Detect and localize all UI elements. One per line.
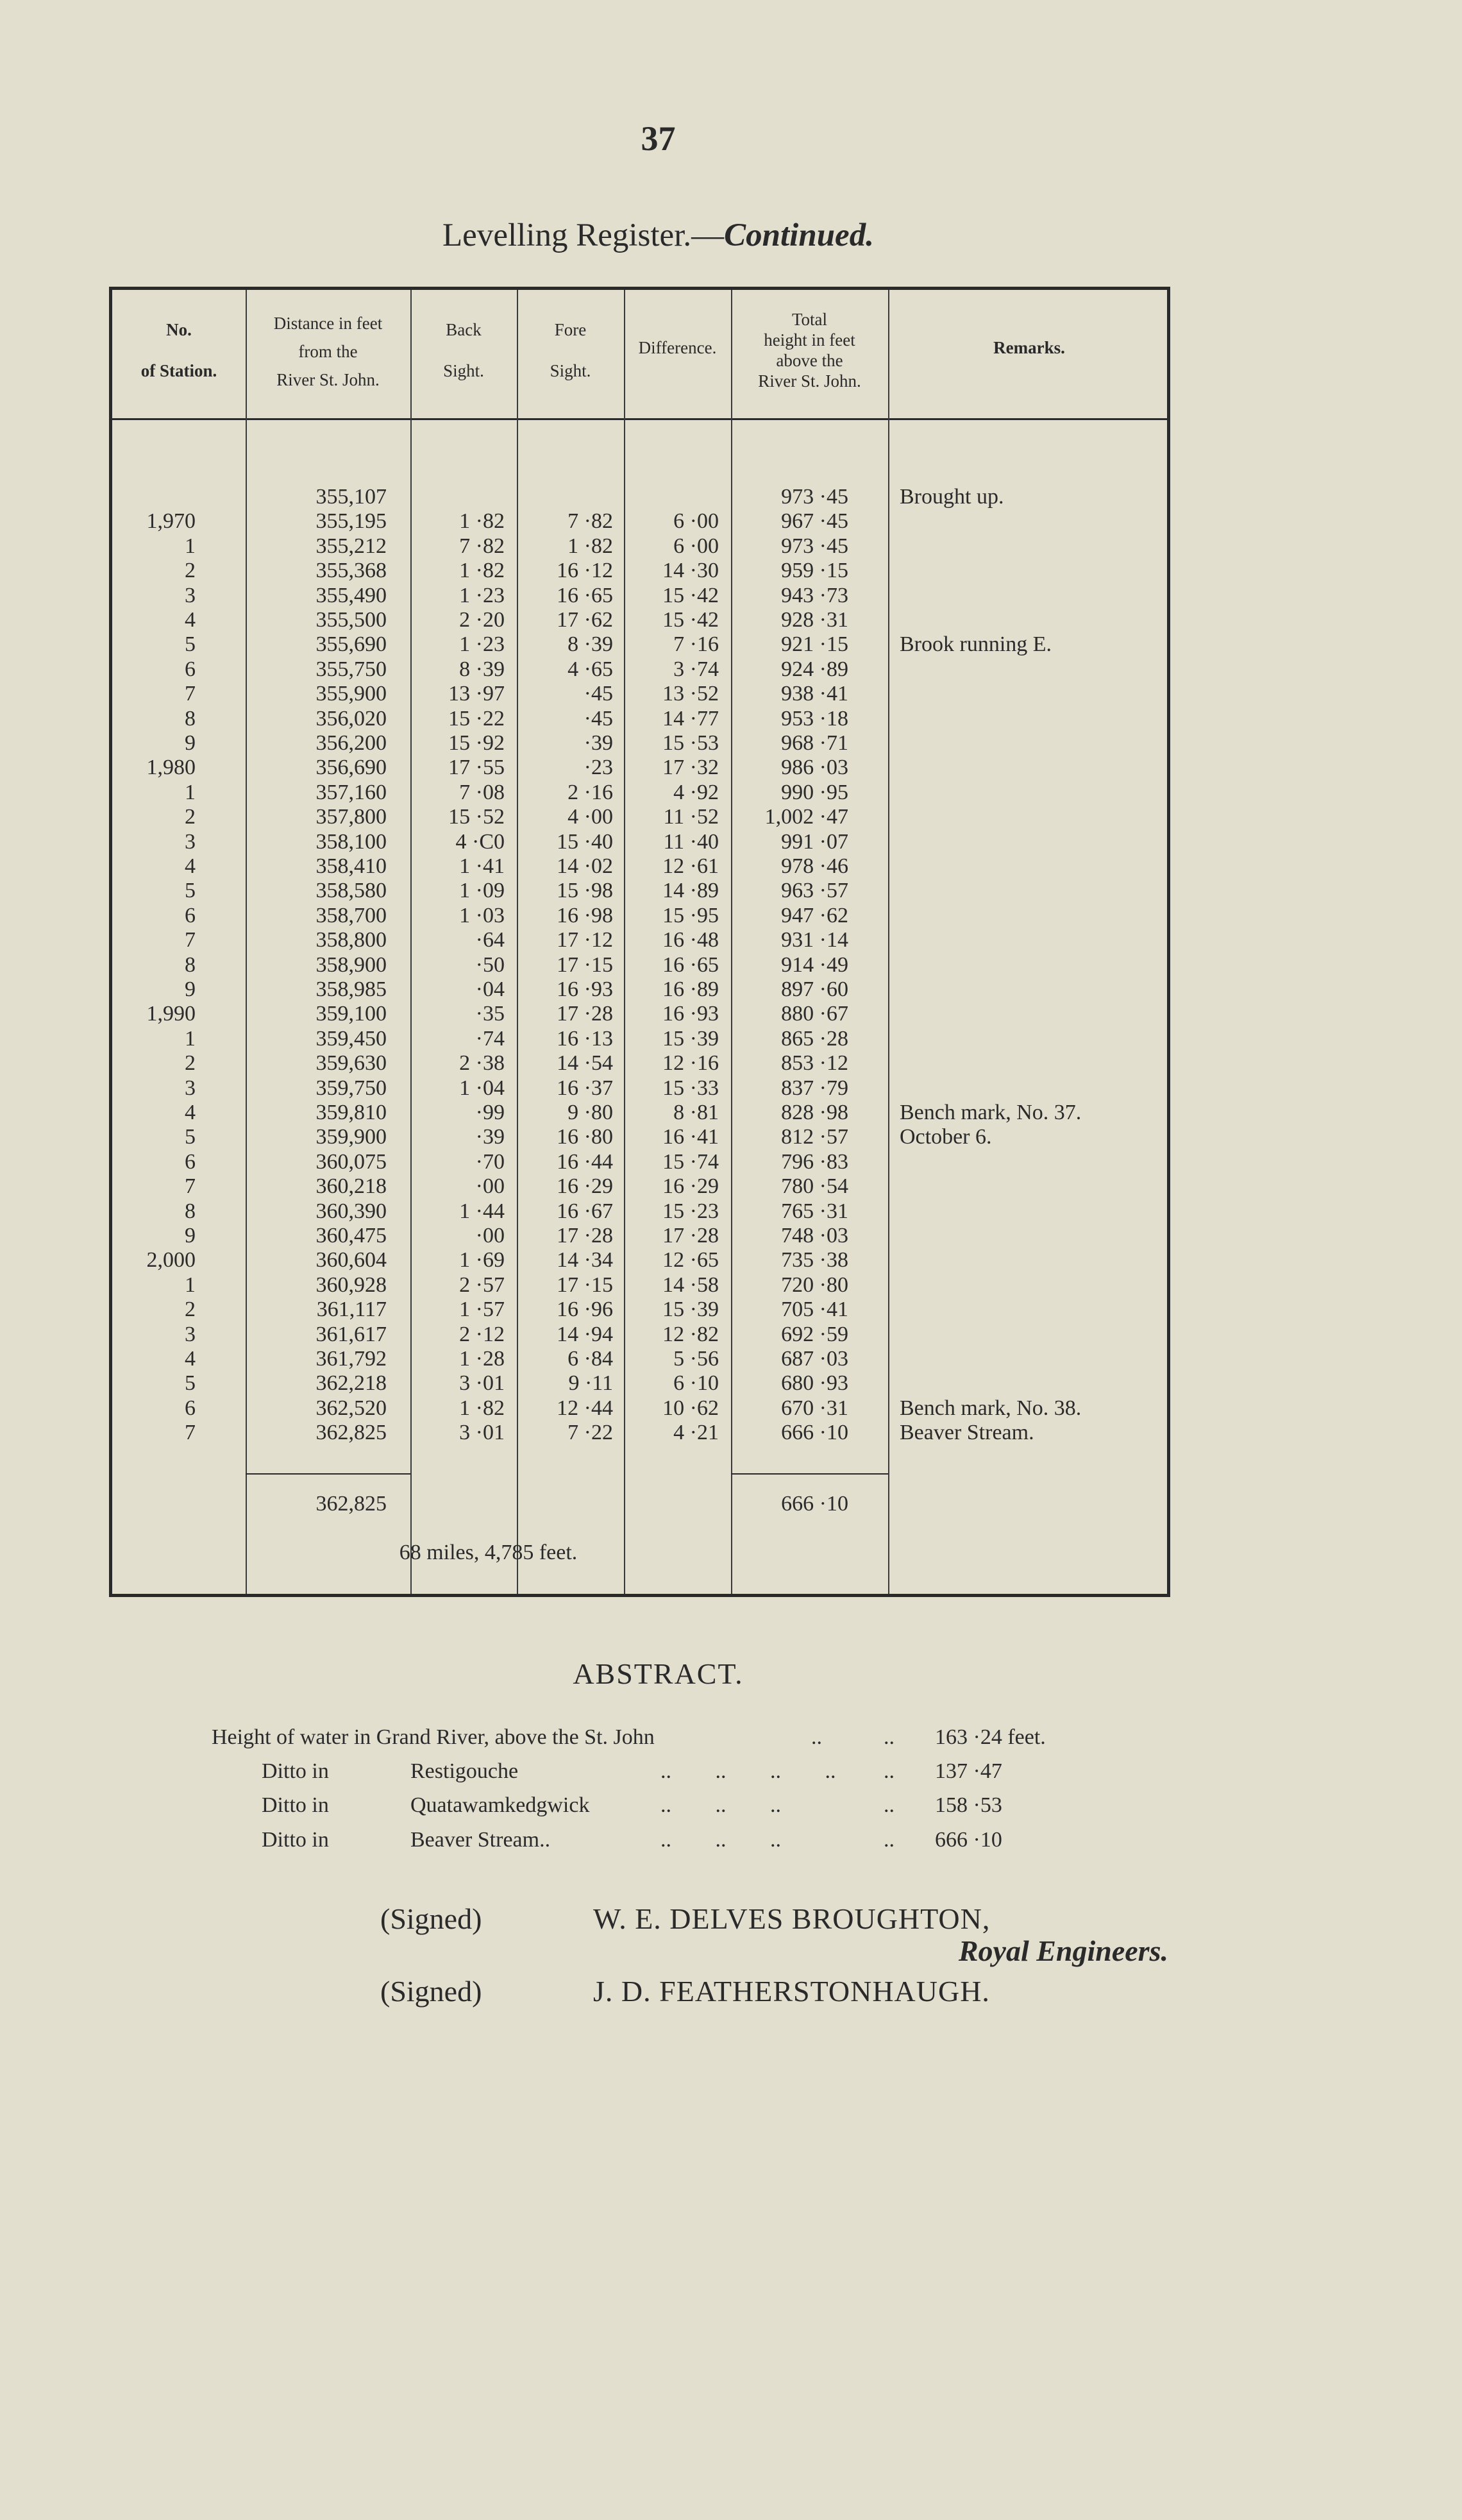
cell-distance: 358,580 — [315, 879, 387, 903]
cell-fore-sight: 16 ·67 — [557, 1199, 613, 1223]
signature-label-2: (Signed) — [380, 1975, 482, 2008]
cell-total-height: 968 ·71 — [781, 731, 848, 755]
cell-total-height: 828 ·98 — [781, 1101, 848, 1124]
cell-difference: 6 ·10 — [673, 1371, 719, 1396]
cell-difference: 8 ·81 — [673, 1101, 719, 1124]
cell-fore-sight: 7 ·82 — [567, 509, 613, 534]
cell-remarks: Brook running E. — [900, 632, 1052, 657]
cell-distance: 358,700 — [315, 903, 387, 927]
cell-difference: 6 ·00 — [673, 534, 719, 558]
cell-total-height: 670 ·31 — [781, 1396, 848, 1420]
cell-back-sight: ·70 — [475, 1149, 505, 1174]
cell-distance: 361,792 — [315, 1347, 387, 1371]
abstract-label: Ditto in — [262, 1759, 329, 1783]
cell-station-no: 6 — [185, 1396, 196, 1420]
cell-difference: 15 ·42 — [662, 608, 719, 632]
cell-difference: 15 ·39 — [662, 1026, 719, 1051]
cell-fore-sight: 16 ·93 — [557, 977, 613, 1001]
cell-fore-sight: 14 ·54 — [557, 1051, 613, 1076]
cell-difference: 15 ·23 — [662, 1199, 719, 1223]
cell-back-sight: 3 ·01 — [459, 1421, 505, 1445]
cell-back-sight: ·04 — [475, 977, 505, 1001]
cell-back-sight: 1 ·57 — [459, 1298, 505, 1322]
cell-fore-sight: ·45 — [584, 706, 613, 731]
abstract-leader: .. — [811, 1725, 822, 1749]
cell-total-height: 914 ·49 — [781, 952, 848, 977]
cell-distance: 357,160 — [315, 780, 387, 804]
cell-fore-sight: 15 ·40 — [557, 829, 613, 854]
cell-difference: 15 ·33 — [662, 1076, 719, 1100]
cell-back-sight: 1 ·44 — [459, 1199, 505, 1223]
abstract-leader-end: .. — [884, 1793, 895, 1817]
cell-station-no: 8 — [185, 952, 196, 977]
cell-distance: 359,100 — [315, 1002, 387, 1026]
header-station: No. of Station. — [140, 320, 217, 380]
cell-station-no: 1 — [185, 1273, 196, 1297]
cell-back-sight: 3 ·01 — [459, 1371, 505, 1396]
cell-station-no: 1,970 — [146, 509, 196, 534]
cell-back-sight: 1 ·23 — [459, 632, 505, 657]
cell-station-no: 1,980 — [146, 756, 196, 780]
cell-distance: 355,490 — [315, 583, 387, 607]
cell-station-no: 2 — [185, 805, 196, 829]
cell-difference: 14 ·30 — [662, 559, 719, 583]
cell-fore-sight: 17 ·15 — [557, 1273, 613, 1297]
cell-difference: 12 ·65 — [662, 1248, 719, 1273]
abstract-leader: .. .. .. — [660, 1793, 781, 1817]
abstract-value: 666 ·10 — [935, 1828, 1002, 1852]
cell-distance: 360,218 — [315, 1174, 387, 1199]
cell-difference: 15 ·39 — [662, 1298, 719, 1322]
header-fore-sight: Fore Sight. — [550, 320, 591, 380]
cell-back-sight: 2 ·57 — [459, 1273, 505, 1297]
cell-difference: 15 ·53 — [662, 731, 719, 755]
cell-fore-sight: 4 ·65 — [567, 657, 613, 681]
cell-fore-sight: 16 ·80 — [557, 1125, 613, 1149]
cell-fore-sight: 9 ·11 — [568, 1371, 613, 1396]
abstract-place: Quatawamkedgwick — [410, 1793, 590, 1817]
cell-station-no: 3 — [185, 583, 196, 607]
cell-back-sight: ·64 — [475, 928, 505, 952]
cell-difference: 4 ·92 — [673, 780, 719, 804]
abstract-label: Ditto in — [262, 1828, 329, 1852]
col-rule-6 — [888, 290, 889, 1594]
cell-total-height: 897 ·60 — [781, 977, 848, 1001]
cell-distance: 361,617 — [315, 1322, 387, 1346]
cell-station-no: 2 — [185, 1051, 196, 1076]
abstract-title: ABSTRACT. — [573, 1657, 744, 1690]
cell-station-no: 6 — [185, 657, 196, 681]
cell-station-no: 5 — [185, 879, 196, 903]
cell-back-sight: ·00 — [475, 1224, 505, 1247]
cell-station-no: 7 — [185, 1421, 196, 1445]
cell-fore-sight: 14 ·02 — [557, 854, 613, 878]
cell-distance: 355,750 — [315, 657, 387, 681]
abstract-value: 137 ·47 — [935, 1759, 1002, 1783]
total-distance-rule — [246, 1473, 410, 1475]
cell-station-no: 1 — [185, 534, 196, 558]
cell-fore-sight: 16 ·96 — [557, 1298, 613, 1322]
cell-total-height: 666 ·10 — [781, 1421, 848, 1445]
cell-distance: 357,800 — [315, 805, 387, 829]
abstract-value: 158 ·53 — [935, 1793, 1002, 1817]
cell-fore-sight: 1 ·82 — [567, 534, 613, 558]
cell-fore-sight: 16 ·37 — [557, 1076, 613, 1100]
cell-station-no: 4 — [185, 854, 196, 878]
title-continued: Continued. — [724, 217, 874, 253]
cell-total-height: 943 ·73 — [781, 583, 848, 607]
cell-fore-sight: 16 ·12 — [557, 559, 613, 583]
cell-distance: 355,900 — [315, 682, 387, 706]
cell-total-height: 880 ·67 — [781, 1002, 848, 1026]
cell-difference: 7 ·16 — [673, 632, 719, 657]
cell-total-height: 748 ·03 — [781, 1224, 848, 1247]
cell-fore-sight: 14 ·34 — [557, 1248, 613, 1273]
cell-distance: 358,800 — [315, 928, 387, 952]
cell-distance: 359,630 — [315, 1051, 387, 1076]
cell-back-sight: 7 ·82 — [459, 534, 505, 558]
cell-distance: 355,368 — [315, 559, 387, 583]
cell-back-sight: 7 ·08 — [459, 780, 505, 804]
cell-total-height: 963 ·57 — [781, 879, 848, 903]
levelling-table — [109, 287, 1170, 1597]
cell-difference: 16 ·89 — [662, 977, 719, 1001]
cell-fore-sight: 15 ·98 — [557, 879, 613, 903]
cell-back-sight: 13 ·97 — [448, 682, 505, 706]
cell-back-sight: 1 ·69 — [459, 1248, 505, 1273]
header-difference: Difference. — [638, 338, 717, 357]
cell-difference: 12 ·82 — [662, 1322, 719, 1346]
cell-station-no: 9 — [185, 1224, 196, 1247]
cell-distance: 360,475 — [315, 1224, 387, 1247]
cell-difference: 11 ·52 — [663, 805, 719, 829]
cell-remarks: Bench mark, No. 38. — [900, 1396, 1082, 1420]
cell-fore-sight: 17 ·28 — [557, 1002, 613, 1026]
cell-difference: 15 ·42 — [662, 583, 719, 607]
abstract-label: Ditto in — [262, 1793, 329, 1817]
cell-difference: 13 ·52 — [662, 682, 719, 706]
header-total-height: Total height in feet above the River St. John. — [758, 310, 861, 391]
signature-name-1: W. E. DELVES BROUGHTON, — [593, 1902, 991, 1935]
cell-total-height: 931 ·14 — [781, 928, 848, 952]
cell-station-no: 3 — [185, 829, 196, 854]
cell-fore-sight: ·45 — [584, 682, 613, 706]
cell-station-no: 1,990 — [146, 1002, 196, 1026]
cell-station-no: 4 — [185, 1347, 196, 1371]
cell-total-height: 853 ·12 — [781, 1051, 848, 1076]
cell-distance: 362,520 — [315, 1396, 387, 1420]
cell-distance: 359,750 — [315, 1076, 387, 1100]
cell-station-no: 3 — [185, 1322, 196, 1346]
header-distance: Distance in feet from the River St. John. — [273, 314, 383, 389]
cell-total-height: 928 ·31 — [781, 608, 848, 632]
cell-difference: 14 ·77 — [662, 706, 719, 731]
cell-back-sight: 17 ·55 — [448, 756, 505, 780]
cell-back-sight: 1 ·82 — [459, 559, 505, 583]
cell-back-sight: 4 ·C0 — [455, 829, 505, 854]
cell-distance: 362,825 — [315, 1421, 387, 1445]
cell-distance: 356,020 — [315, 706, 387, 731]
cell-back-sight: 1 ·41 — [459, 854, 505, 878]
cell-remarks: Brought up. — [900, 485, 1004, 509]
cell-station-no: 4 — [185, 1101, 196, 1124]
cell-total-height: 924 ·89 — [781, 657, 848, 681]
cell-distance: 358,985 — [315, 977, 387, 1001]
total-distance: 362,825 — [315, 1492, 387, 1516]
cell-distance: 355,500 — [315, 608, 387, 632]
cell-fore-sight: 14 ·94 — [557, 1322, 613, 1346]
header-rule — [112, 418, 1167, 420]
cell-station-no: 5 — [185, 1125, 196, 1149]
signature-name-2: J. D. FEATHERSTONHAUGH. — [593, 1975, 990, 2008]
cell-difference: 4 ·21 — [673, 1421, 719, 1445]
cell-total-height: 991 ·07 — [781, 829, 848, 854]
cell-difference: 6 ·00 — [673, 509, 719, 534]
cell-total-height: 735 ·38 — [781, 1248, 848, 1273]
cell-station-no: 2,000 — [146, 1248, 196, 1273]
cell-back-sight: 1 ·82 — [459, 1396, 505, 1420]
cell-station-no: 9 — [185, 977, 196, 1001]
header-back-sight: Back Sight. — [443, 320, 484, 380]
cell-station-no: 6 — [185, 1149, 196, 1174]
cell-difference: 14 ·58 — [662, 1273, 719, 1297]
total-miles: 68 miles, 4,785 feet. — [399, 1541, 578, 1564]
cell-distance: 359,450 — [315, 1026, 387, 1051]
cell-fore-sight: ·39 — [584, 731, 613, 755]
cell-back-sight: 1 ·09 — [459, 879, 505, 903]
cell-fore-sight: 17 ·12 — [557, 928, 613, 952]
cell-fore-sight: 17 ·62 — [557, 608, 613, 632]
cell-back-sight: 15 ·92 — [448, 731, 505, 755]
cell-back-sight: 2 ·20 — [459, 608, 505, 632]
cell-fore-sight: 8 ·39 — [567, 632, 613, 657]
cell-total-height: 705 ·41 — [781, 1298, 848, 1322]
cell-fore-sight: 17 ·15 — [557, 952, 613, 977]
cell-back-sight: ·00 — [475, 1174, 505, 1199]
cell-back-sight: 1 ·23 — [459, 583, 505, 607]
cell-station-no: 6 — [185, 903, 196, 927]
abstract-value: 163 ·24 feet. — [935, 1725, 1046, 1749]
cell-total-height: 796 ·83 — [781, 1149, 848, 1174]
cell-total-height: 720 ·80 — [781, 1273, 848, 1297]
cell-fore-sight: 12 ·44 — [557, 1396, 613, 1420]
cell-difference: 16 ·93 — [662, 1002, 719, 1026]
abstract-place: Restigouche — [410, 1759, 519, 1783]
cell-station-no: 1 — [185, 1026, 196, 1051]
cell-station-no: 2 — [185, 1298, 196, 1322]
cell-distance: 359,810 — [315, 1101, 387, 1124]
cell-distance: 360,075 — [315, 1149, 387, 1174]
abstract-leader: .. .. .. .. — [660, 1759, 836, 1783]
cell-difference: 15 ·95 — [662, 903, 719, 927]
cell-distance: 358,100 — [315, 829, 387, 854]
abstract-leader-end: .. — [884, 1759, 895, 1783]
cell-fore-sight: 17 ·28 — [557, 1224, 613, 1247]
header-remarks: Remarks. — [993, 338, 1065, 357]
cell-station-no: 5 — [185, 1371, 196, 1396]
cell-total-height: 938 ·41 — [781, 682, 848, 706]
cell-distance: 356,200 — [315, 731, 387, 755]
cell-total-height: 812 ·57 — [781, 1125, 848, 1149]
cell-back-sight: 1 ·28 — [459, 1347, 505, 1371]
cell-back-sight: ·74 — [475, 1026, 505, 1051]
cell-fore-sight: 6 ·84 — [567, 1347, 613, 1371]
cell-back-sight: 1 ·03 — [459, 903, 505, 927]
cell-fore-sight: 16 ·65 — [557, 583, 613, 607]
page-number: 37 — [641, 119, 676, 158]
cell-difference: 15 ·74 — [662, 1149, 719, 1174]
cell-back-sight: ·50 — [475, 952, 505, 977]
abstract-label: Height of water in Grand River, above the St. John — [212, 1725, 655, 1749]
cell-total-height: 990 ·95 — [781, 780, 848, 804]
cell-distance: 359,900 — [315, 1125, 387, 1149]
cell-difference: 12 ·61 — [662, 854, 719, 878]
cell-back-sight: 15 ·22 — [448, 706, 505, 731]
cell-station-no: 1 — [185, 780, 196, 804]
cell-station-no: 7 — [185, 1174, 196, 1199]
cell-station-no: 5 — [185, 632, 196, 657]
cell-station-no: 9 — [185, 731, 196, 755]
cell-back-sight: ·35 — [475, 1002, 505, 1026]
title-main: Levelling Register.— — [442, 217, 725, 253]
cell-total-height: 967 ·45 — [781, 509, 848, 534]
cell-total-height: 1,002 ·47 — [764, 805, 848, 829]
cell-distance: 360,390 — [315, 1199, 387, 1223]
cell-fore-sight: 16 ·44 — [557, 1149, 613, 1174]
cell-remarks: Bench mark, No. 37. — [900, 1101, 1082, 1124]
cell-difference: 17 ·32 — [662, 756, 719, 780]
cell-distance: 360,604 — [315, 1248, 387, 1273]
cell-remarks: October 6. — [900, 1125, 992, 1149]
cell-difference: 16 ·48 — [662, 928, 719, 952]
cell-fore-sight: ·23 — [584, 756, 613, 780]
cell-distance: 361,117 — [316, 1298, 387, 1322]
cell-difference: 14 ·89 — [662, 879, 719, 903]
cell-back-sight: 8 ·39 — [459, 657, 505, 681]
cell-back-sight: 1 ·04 — [459, 1076, 505, 1100]
cell-distance: 360,928 — [315, 1273, 387, 1297]
cell-station-no: 4 — [185, 608, 196, 632]
cell-difference: 16 ·29 — [662, 1174, 719, 1199]
cell-back-sight: ·99 — [475, 1101, 505, 1124]
cell-station-no: 7 — [185, 682, 196, 706]
cell-difference: 17 ·28 — [662, 1224, 719, 1247]
cell-distance: 358,410 — [315, 854, 387, 878]
cell-fore-sight: 4 ·00 — [567, 805, 613, 829]
cell-total-height: 687 ·03 — [781, 1347, 848, 1371]
cell-total-height: 947 ·62 — [781, 903, 848, 927]
cell-difference: 11 ·40 — [663, 829, 719, 854]
cell-total-height: 865 ·28 — [781, 1026, 848, 1051]
cell-total-height: 921 ·15 — [781, 632, 848, 657]
total-height-rule — [731, 1473, 888, 1475]
cell-distance: 355,107 — [315, 485, 387, 509]
cell-total-height: 780 ·54 — [781, 1174, 848, 1199]
cell-difference: 5 ·56 — [673, 1347, 719, 1371]
cell-distance: 355,690 — [315, 632, 387, 657]
cell-fore-sight: 9 ·80 — [567, 1101, 613, 1124]
cell-station-no: 2 — [185, 559, 196, 583]
cell-distance: 362,218 — [315, 1371, 387, 1396]
cell-total-height: 986 ·03 — [781, 756, 848, 780]
abstract-place: Beaver Stream.. — [410, 1828, 551, 1852]
cell-total-height: 837 ·79 — [781, 1076, 848, 1100]
cell-back-sight: 2 ·12 — [459, 1322, 505, 1346]
cell-difference: 16 ·41 — [662, 1125, 719, 1149]
cell-distance: 358,900 — [315, 952, 387, 977]
cell-total-height: 765 ·31 — [781, 1199, 848, 1223]
cell-remarks: Beaver Stream. — [900, 1421, 1034, 1445]
cell-distance: 356,690 — [315, 756, 387, 780]
cell-back-sight: ·39 — [475, 1125, 505, 1149]
cell-total-height: 973 ·45 — [781, 534, 848, 558]
cell-total-height: 692 ·59 — [781, 1322, 848, 1346]
cell-difference: 10 ·62 — [662, 1396, 719, 1420]
cell-station-no: 8 — [185, 706, 196, 731]
cell-total-height: 680 ·93 — [781, 1371, 848, 1396]
abstract-leader-end: .. — [884, 1725, 895, 1749]
total-height: 666 ·10 — [781, 1492, 848, 1516]
cell-total-height: 973 ·45 — [781, 485, 848, 509]
cell-difference: 3 ·74 — [673, 657, 719, 681]
cell-fore-sight: 16 ·29 — [557, 1174, 613, 1199]
cell-fore-sight: 16 ·98 — [557, 903, 613, 927]
cell-total-height: 978 ·46 — [781, 854, 848, 878]
cell-difference: 12 ·16 — [662, 1051, 719, 1076]
cell-fore-sight: 7 ·22 — [567, 1421, 613, 1445]
signature-label-1: (Signed) — [380, 1902, 482, 1935]
cell-distance: 355,212 — [315, 534, 387, 558]
cell-total-height: 959 ·15 — [781, 559, 848, 583]
cell-difference: 16 ·65 — [662, 952, 719, 977]
cell-station-no: 3 — [185, 1076, 196, 1100]
cell-station-no: 8 — [185, 1199, 196, 1223]
abstract-leader-end: .. — [884, 1828, 895, 1852]
signature-role-1: Royal Engineers. — [958, 1934, 1168, 1967]
cell-back-sight: 1 ·82 — [459, 509, 505, 534]
cell-total-height: 953 ·18 — [781, 706, 848, 731]
abstract-leader: .. .. .. — [660, 1828, 781, 1852]
cell-back-sight: 2 ·38 — [459, 1051, 505, 1076]
cell-station-no: 7 — [185, 928, 196, 952]
page-title — [0, 217, 1316, 254]
cell-fore-sight: 16 ·13 — [557, 1026, 613, 1051]
cell-fore-sight: 2 ·16 — [567, 780, 613, 804]
cell-distance: 355,195 — [315, 509, 387, 534]
cell-back-sight: 15 ·52 — [448, 805, 505, 829]
